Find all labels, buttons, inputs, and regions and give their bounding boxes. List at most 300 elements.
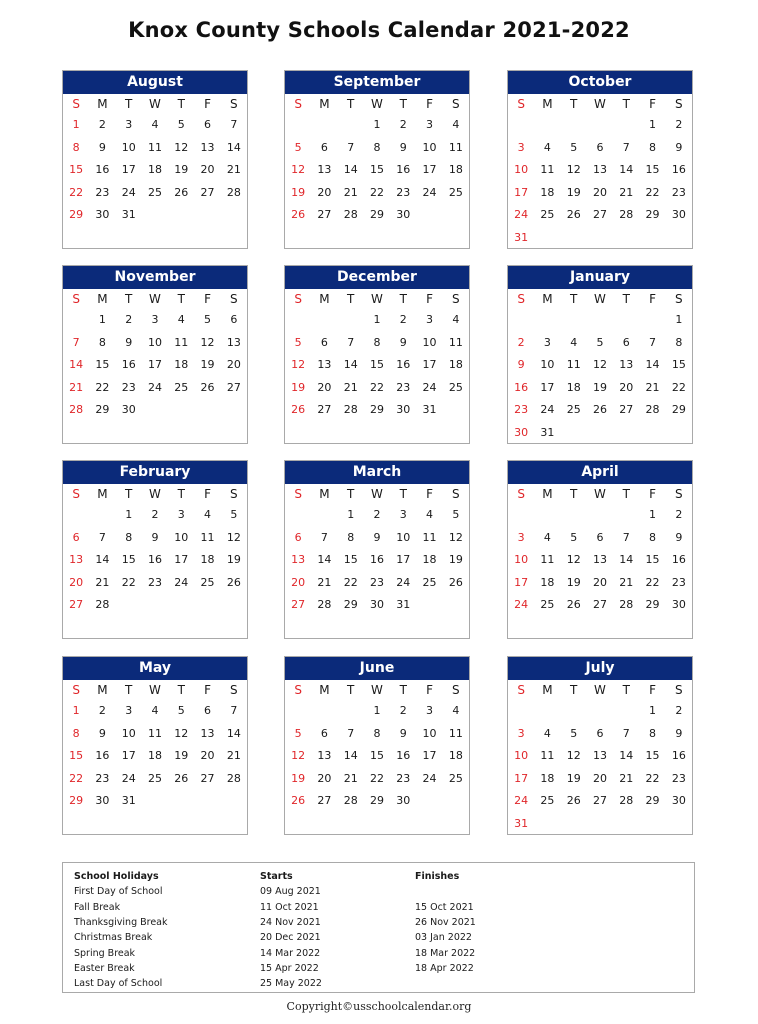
weekday-label: T	[399, 487, 407, 501]
day-cell: 25	[147, 771, 162, 785]
day-cell	[587, 309, 613, 332]
month-name: October	[508, 71, 692, 94]
holiday-row	[63, 900, 694, 915]
day-cell: 5	[570, 530, 578, 544]
weekday-header-row	[508, 94, 692, 114]
day-cell: 25	[174, 380, 189, 394]
day-cell: 21	[645, 380, 660, 394]
holiday-row	[63, 976, 694, 991]
day-cell	[613, 309, 639, 332]
day-cell: 21	[619, 575, 634, 589]
day-cell	[338, 114, 364, 137]
day-cell: 18	[540, 575, 555, 589]
day-cell: 4	[452, 313, 460, 326]
day-cell: 12	[566, 553, 581, 566]
day-cell: 9	[399, 726, 407, 740]
day-cell: 21	[619, 771, 634, 785]
day-cell: 19	[592, 380, 607, 394]
weekday-header-row	[508, 289, 692, 309]
day-cell	[443, 790, 469, 813]
day-cell: 8	[675, 335, 683, 349]
day-cell: 17	[514, 575, 529, 589]
week-row	[285, 572, 469, 595]
month-calendar	[62, 265, 248, 444]
holidays-column-header: Starts	[260, 871, 293, 882]
day-cell	[285, 114, 311, 137]
day-cell: 21	[69, 380, 84, 394]
day-cell: 22	[671, 380, 686, 394]
day-cell: 18	[147, 749, 162, 762]
weekday-label: T	[347, 292, 355, 306]
day-cell: 29	[369, 208, 384, 221]
day-cell: 18	[174, 358, 189, 371]
day-cell: 6	[72, 530, 80, 544]
weekday-label: W	[371, 683, 383, 697]
day-cell: 27	[619, 403, 634, 416]
week-row	[285, 549, 469, 572]
holiday-start: 24 Nov 2021	[260, 916, 321, 928]
week-row	[508, 594, 692, 617]
day-cell: 24	[147, 380, 162, 394]
day-cell: 1	[373, 704, 381, 717]
weekday-label: S	[294, 97, 302, 111]
day-cell: 31	[540, 425, 555, 439]
weekday-label: S	[72, 97, 80, 111]
day-cell: 24	[422, 380, 437, 394]
week-row	[63, 572, 247, 595]
month-calendar	[62, 656, 248, 835]
holiday-finish: 18 Mar 2022	[415, 947, 476, 959]
day-cell: 23	[396, 771, 411, 785]
day-cell: 10	[396, 530, 411, 544]
weekday-label: T	[570, 683, 578, 697]
day-cell: 28	[645, 403, 660, 416]
month-calendar	[507, 70, 693, 249]
day-cell: 10	[174, 530, 189, 544]
day-cell: 12	[566, 163, 581, 176]
day-cell: 1	[347, 508, 355, 521]
week-row	[508, 745, 692, 768]
holiday-row	[63, 884, 694, 899]
day-cell: 15	[645, 553, 660, 566]
day-cell: 10	[422, 140, 437, 154]
day-cell: 10	[147, 335, 162, 349]
day-cell	[221, 594, 247, 617]
holiday-row	[63, 961, 694, 976]
day-cell: 9	[98, 726, 106, 740]
day-cell: 20	[592, 771, 607, 785]
day-cell: 14	[226, 726, 241, 740]
day-cell: 20	[200, 163, 215, 176]
day-cell: 26	[566, 598, 581, 611]
day-cell: 7	[230, 704, 238, 717]
weekday-label: T	[399, 683, 407, 697]
weekday-label: T	[177, 683, 185, 697]
day-cell: 23	[95, 771, 110, 785]
day-cell: 9	[373, 530, 381, 544]
day-cell: 16	[396, 358, 411, 371]
holiday-name: Christmas Break	[74, 932, 153, 944]
day-cell: 16	[671, 553, 686, 566]
day-cell: 20	[226, 358, 241, 371]
day-cell	[285, 504, 311, 527]
day-cell	[311, 504, 337, 527]
day-cell: 30	[671, 598, 686, 611]
day-cell	[613, 813, 639, 836]
weekday-label: F	[204, 292, 211, 306]
month-name: September	[285, 71, 469, 94]
day-cell: 6	[320, 726, 328, 740]
week-row	[508, 813, 692, 836]
day-cell: 1	[125, 508, 133, 521]
day-cell: 30	[369, 598, 384, 611]
weekday-label: S	[452, 683, 460, 697]
weekday-header-row	[285, 289, 469, 309]
day-cell: 26	[200, 380, 215, 394]
day-cell: 2	[399, 704, 407, 717]
day-cell: 28	[226, 185, 241, 199]
day-cell: 18	[448, 749, 463, 762]
weekday-label: F	[426, 683, 433, 697]
day-cell: 2	[151, 508, 159, 521]
day-cell: 23	[95, 185, 110, 199]
weekday-header-row	[285, 680, 469, 700]
day-cell: 8	[373, 726, 381, 740]
week-row	[63, 594, 247, 617]
day-cell: 25	[540, 598, 555, 611]
day-cell	[508, 504, 534, 527]
holiday-start: 14 Mar 2022	[260, 947, 321, 959]
day-cell: 9	[399, 335, 407, 349]
week-row	[285, 527, 469, 550]
day-cell: 23	[514, 403, 529, 416]
day-cell: 13	[291, 553, 306, 566]
week-row	[285, 504, 469, 527]
month-calendar	[284, 656, 470, 835]
day-cell: 9	[151, 530, 159, 544]
day-cell: 16	[369, 553, 384, 566]
day-cell	[443, 204, 469, 227]
week-row	[63, 399, 247, 422]
week-row	[63, 549, 247, 572]
day-cell: 5	[570, 140, 578, 154]
day-cell: 4	[543, 140, 551, 154]
holiday-start: 11 Oct 2021	[260, 901, 319, 913]
day-cell: 11	[448, 726, 463, 740]
day-cell	[587, 227, 613, 250]
day-cell: 29	[343, 598, 358, 611]
day-cell: 10	[514, 749, 529, 762]
day-cell: 19	[566, 185, 581, 199]
day-cell: 31	[514, 230, 529, 244]
weekday-label: M	[319, 292, 330, 306]
weekday-label: F	[426, 292, 433, 306]
day-cell: 23	[396, 185, 411, 199]
day-cell: 25	[540, 794, 555, 807]
day-cell	[142, 204, 168, 227]
day-cell	[311, 700, 337, 723]
weekday-label: T	[125, 487, 133, 501]
day-cell: 9	[125, 335, 133, 349]
day-cell: 14	[645, 358, 660, 371]
day-cell: 24	[121, 185, 136, 199]
day-cell: 14	[619, 749, 634, 762]
day-cell: 3	[399, 508, 407, 521]
holiday-row	[63, 915, 694, 930]
day-cell: 26	[448, 575, 463, 589]
day-cell: 25	[448, 380, 463, 394]
day-cell: 19	[448, 553, 463, 566]
holiday-finish: 18 Apr 2022	[415, 962, 474, 974]
day-cell: 21	[343, 771, 358, 785]
day-cell: 1	[373, 118, 381, 131]
day-cell: 28	[226, 771, 241, 785]
day-cell: 15	[645, 749, 660, 762]
weekday-label: W	[149, 97, 161, 111]
weekday-label: F	[649, 292, 656, 306]
day-cell: 13	[317, 163, 332, 176]
day-cell: 23	[671, 575, 686, 589]
day-cell: 28	[317, 598, 332, 611]
day-cell	[587, 114, 613, 137]
day-cell: 28	[343, 208, 358, 221]
weekday-label: S	[294, 487, 302, 501]
day-cell: 3	[426, 313, 434, 326]
day-cell: 14	[619, 163, 634, 176]
day-cell: 16	[121, 358, 136, 371]
weekday-label: M	[319, 487, 330, 501]
day-cell: 21	[226, 163, 241, 176]
week-row	[508, 723, 692, 746]
day-cell: 29	[69, 794, 84, 807]
weekday-label: S	[452, 292, 460, 306]
day-cell: 24	[540, 403, 555, 416]
weekday-label: T	[399, 292, 407, 306]
day-cell	[194, 399, 220, 422]
day-cell: 3	[125, 704, 133, 717]
day-cell: 14	[619, 553, 634, 566]
day-cell: 12	[592, 358, 607, 371]
day-cell: 20	[592, 185, 607, 199]
day-cell: 29	[645, 794, 660, 807]
day-cell: 26	[226, 575, 241, 589]
weekday-label: S	[230, 97, 238, 111]
day-cell: 29	[369, 403, 384, 416]
day-cell: 31	[422, 403, 437, 416]
day-cell: 6	[320, 335, 328, 349]
day-cell	[613, 114, 639, 137]
day-cell: 18	[448, 163, 463, 176]
day-cell	[639, 813, 665, 836]
day-cell: 16	[396, 163, 411, 176]
weekday-label: M	[319, 97, 330, 111]
holidays-table	[62, 862, 695, 993]
day-cell: 6	[204, 704, 212, 717]
day-cell: 4	[570, 335, 578, 349]
weekday-label: W	[371, 97, 383, 111]
day-cell: 17	[121, 749, 136, 762]
day-cell: 29	[95, 403, 110, 416]
day-cell: 30	[396, 794, 411, 807]
day-cell: 25	[540, 208, 555, 221]
day-cell: 19	[174, 163, 189, 176]
day-cell: 22	[369, 771, 384, 785]
day-cell	[168, 594, 194, 617]
weekday-label: M	[542, 683, 553, 697]
day-cell: 16	[95, 163, 110, 176]
day-cell: 28	[69, 403, 84, 416]
day-cell: 24	[514, 208, 529, 221]
day-cell: 23	[121, 380, 136, 394]
weekday-label: T	[125, 97, 133, 111]
month-name: August	[63, 71, 247, 94]
weekday-label: S	[517, 683, 525, 697]
day-cell: 31	[514, 816, 529, 830]
day-cell: 18	[147, 163, 162, 176]
day-cell: 7	[347, 726, 355, 740]
weekday-label: T	[347, 683, 355, 697]
day-cell: 27	[592, 794, 607, 807]
week-row	[508, 790, 692, 813]
day-cell: 8	[649, 140, 657, 154]
day-cell: 22	[645, 185, 660, 199]
day-cell: 19	[200, 358, 215, 371]
day-cell: 5	[230, 508, 238, 521]
day-cell: 27	[317, 794, 332, 807]
day-cell	[561, 422, 587, 445]
day-cell: 2	[125, 313, 133, 326]
day-cell: 12	[200, 335, 215, 349]
day-cell: 22	[645, 771, 660, 785]
day-cell: 16	[396, 749, 411, 762]
month-calendar	[507, 265, 693, 444]
day-cell	[142, 399, 168, 422]
day-cell: 5	[294, 726, 302, 740]
day-cell	[639, 309, 665, 332]
day-cell	[168, 204, 194, 227]
day-cell: 27	[69, 598, 84, 611]
month-calendar	[284, 460, 470, 639]
day-cell: 13	[200, 726, 215, 740]
day-cell: 28	[95, 598, 110, 611]
day-cell	[416, 790, 442, 813]
day-cell: 30	[95, 208, 110, 221]
day-cell: 29	[369, 794, 384, 807]
week-row	[63, 114, 247, 137]
week-row	[285, 354, 469, 377]
day-cell: 6	[204, 118, 212, 131]
weekday-label: F	[426, 97, 433, 111]
weekday-label: S	[230, 487, 238, 501]
day-cell: 13	[592, 749, 607, 762]
day-cell: 25	[200, 575, 215, 589]
holidays-column-header: School Holidays	[74, 871, 159, 882]
day-cell: 7	[622, 140, 630, 154]
month-calendar	[284, 70, 470, 249]
day-cell: 17	[422, 163, 437, 176]
day-cell	[285, 700, 311, 723]
month-calendar	[284, 265, 470, 444]
day-cell: 25	[566, 403, 581, 416]
day-cell: 22	[69, 185, 84, 199]
day-cell: 11	[200, 530, 215, 544]
week-row	[63, 723, 247, 746]
day-cell: 23	[671, 771, 686, 785]
day-cell: 2	[98, 118, 106, 131]
day-cell: 13	[317, 358, 332, 371]
day-cell: 1	[98, 313, 106, 326]
day-cell: 24	[396, 575, 411, 589]
day-cell: 4	[543, 726, 551, 740]
week-row	[63, 377, 247, 400]
weekday-label: T	[347, 97, 355, 111]
day-cell	[613, 227, 639, 250]
day-cell: 15	[69, 163, 84, 176]
day-cell: 1	[675, 313, 683, 326]
day-cell	[221, 790, 247, 813]
holiday-start: 20 Dec 2021	[260, 932, 321, 944]
day-cell: 27	[226, 380, 241, 394]
day-cell: 4	[543, 530, 551, 544]
day-cell	[142, 790, 168, 813]
week-row	[285, 332, 469, 355]
day-cell: 7	[622, 530, 630, 544]
day-cell: 24	[422, 771, 437, 785]
week-row	[285, 723, 469, 746]
day-cell	[116, 594, 142, 617]
week-row	[508, 700, 692, 723]
day-cell: 13	[592, 553, 607, 566]
day-cell: 3	[426, 118, 434, 131]
day-cell: 5	[294, 140, 302, 154]
weekday-label: S	[294, 683, 302, 697]
day-cell: 28	[343, 794, 358, 807]
day-cell: 19	[566, 575, 581, 589]
day-cell: 23	[671, 185, 686, 199]
day-cell: 23	[147, 575, 162, 589]
weekday-label: W	[149, 683, 161, 697]
day-cell: 7	[72, 335, 80, 349]
copyright-text: Copyright©usschoolcalendar.org	[286, 1000, 472, 1013]
weekday-label: F	[649, 683, 656, 697]
day-cell: 7	[230, 118, 238, 131]
weekday-label: F	[204, 97, 211, 111]
weekday-label: M	[97, 683, 108, 697]
day-cell	[416, 594, 442, 617]
day-cell: 6	[622, 335, 630, 349]
day-cell: 13	[592, 163, 607, 176]
day-cell: 2	[675, 704, 683, 717]
day-cell: 27	[200, 771, 215, 785]
day-cell: 24	[121, 771, 136, 785]
weekday-label: S	[517, 292, 525, 306]
day-cell: 21	[343, 185, 358, 199]
week-row	[508, 504, 692, 527]
week-row	[285, 594, 469, 617]
weekday-label: S	[72, 683, 80, 697]
day-cell: 1	[649, 118, 657, 131]
week-row	[508, 399, 692, 422]
day-cell: 30	[396, 403, 411, 416]
day-cell	[561, 813, 587, 836]
day-cell: 9	[517, 358, 525, 371]
day-cell: 30	[95, 794, 110, 807]
week-row	[63, 182, 247, 205]
holidays-header-row	[63, 869, 694, 884]
day-cell: 19	[291, 771, 306, 785]
day-cell	[89, 504, 115, 527]
day-cell: 14	[343, 163, 358, 176]
